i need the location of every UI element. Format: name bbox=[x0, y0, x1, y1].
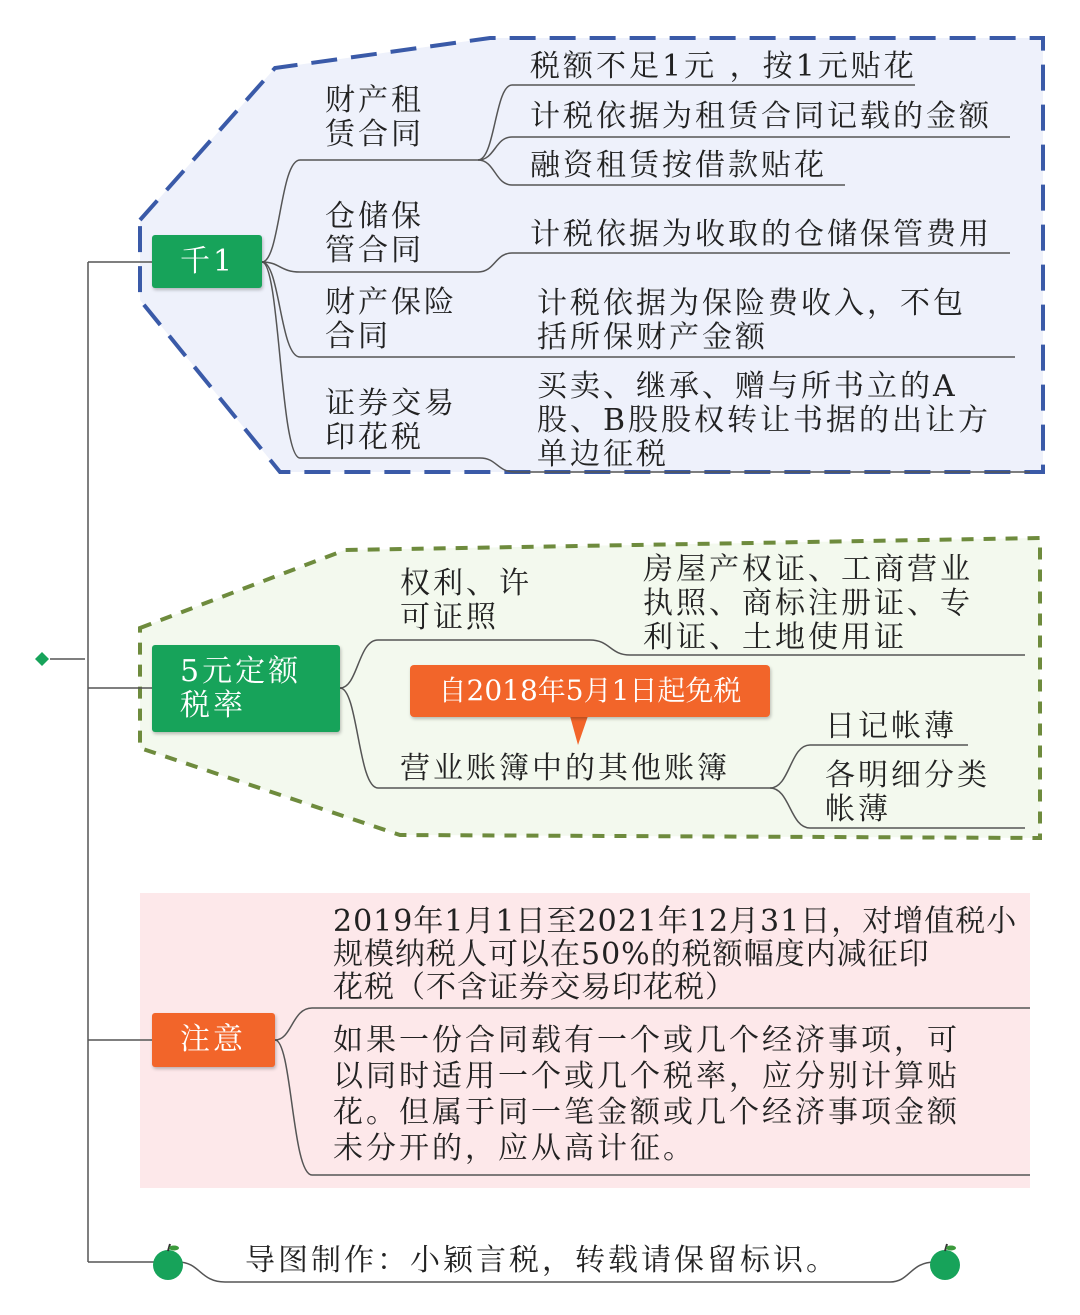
leaf[interactable]: 各明细分类 帐薄 bbox=[825, 758, 990, 827]
leaf[interactable]: 计税依据为租赁合同记载的金额 bbox=[530, 99, 992, 134]
subtopic-property-insurance[interactable]: 财产保险 合同 bbox=[325, 285, 457, 354]
topic-qian1[interactable] bbox=[152, 235, 262, 288]
subtopic-securities[interactable]: 证券交易 印花税 bbox=[325, 386, 457, 455]
exemption-callout: 自2018年5月1日起免税 bbox=[410, 665, 770, 717]
leaf[interactable]: 税额不足1元 ，按1元贴花 bbox=[530, 49, 917, 84]
subtopic-property-lease[interactable]: 财产租 赁合同 bbox=[325, 83, 424, 152]
subtopic-warehousing[interactable]: 仓储保 管合同 bbox=[325, 199, 424, 268]
topic-label: 千1 bbox=[180, 243, 236, 279]
leaf[interactable]: 日记帐薄 bbox=[825, 709, 957, 744]
leaf[interactable]: 房屋产权证、工商营业 执照、商标注册证、专 利证、土地使用证 bbox=[643, 552, 973, 655]
leaf[interactable]: 买卖、继承、赠与所书立的A 股、B股股权转让书据的出让方 单边征税 bbox=[537, 369, 992, 472]
topic-note[interactable] bbox=[152, 1013, 275, 1067]
leaf[interactable]: 计税依据为收取的仓储保管费用 bbox=[530, 217, 992, 252]
topic-label: 5元定额 税率 bbox=[180, 653, 302, 723]
leaf[interactable]: 2019年1月1日至2021年12月31日，对增值税小 规模纳税人可以在50%的税额幅度内减征印 花税（不含证券交易印花税） bbox=[333, 904, 1018, 1005]
footer-credit: 导图制作：小颖言税，转载请保留标识。 bbox=[245, 1243, 839, 1278]
leaf[interactable]: 融资租赁按借款贴花 bbox=[530, 148, 827, 183]
topic-label: 注意 bbox=[180, 1022, 246, 1057]
leaf[interactable]: 计税依据为保险费收入，不包 括所保财产金额 bbox=[537, 286, 966, 355]
root-diamond bbox=[35, 652, 49, 666]
apple-icon bbox=[150, 1243, 186, 1281]
leaf[interactable]: 如果一份合同载有一个或几个经济事项，可 以同时适用一个或几个税率，应分别计算贴 花。但属于同一笔金额或几个经济事项金额 未分开的，应从高计征。 bbox=[333, 1023, 960, 1166]
subtopic-licenses[interactable]: 权利、许 可证照 bbox=[400, 566, 532, 635]
apple-icon bbox=[927, 1243, 963, 1281]
subtopic-other-ledgers[interactable]: 营业账簿中的其他账簿 bbox=[400, 751, 730, 786]
topic-5yuan-fixed-rate[interactable] bbox=[152, 645, 340, 732]
